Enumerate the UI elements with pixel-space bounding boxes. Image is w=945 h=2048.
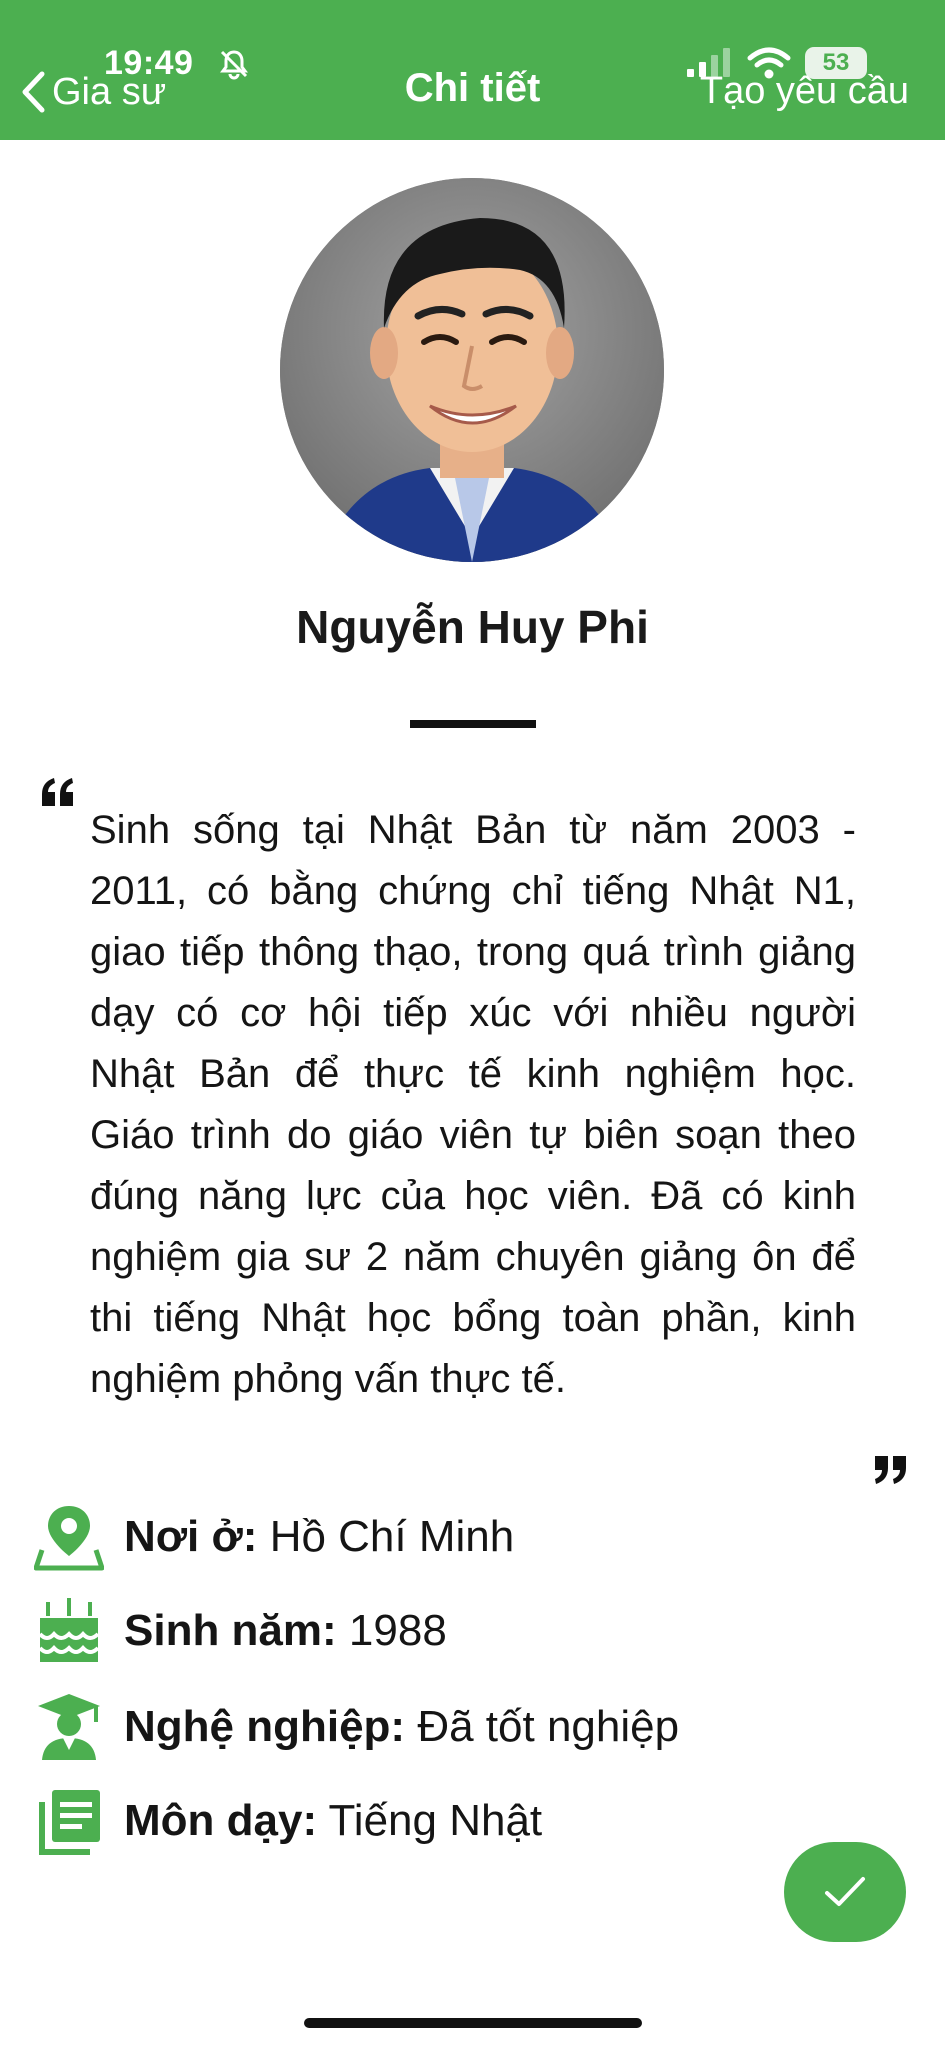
birthday-cake-icon [34, 1596, 104, 1666]
info-row-occupation [34, 1690, 834, 1764]
info-value: Tiếng Nhật [328, 1796, 543, 1845]
info-text [124, 1606, 447, 1656]
book-list-icon [34, 1786, 104, 1856]
back-label: Gia sư [52, 70, 167, 113]
info-value: Hồ Chí Minh [269, 1512, 515, 1561]
location-icon [34, 1502, 104, 1572]
info-row-subject [34, 1784, 834, 1858]
navigation-bar [0, 0, 945, 140]
info-label: Môn dạy: [124, 1796, 318, 1845]
info-text [124, 1796, 542, 1846]
info-label: Nơi ở: [124, 1512, 258, 1561]
create-request-button[interactable]: Tạo yêu cầu [699, 70, 909, 112]
checkmark-icon [823, 1874, 867, 1910]
page-title: Chi tiết [404, 66, 541, 110]
avatar [280, 178, 664, 562]
confirm-fab-button[interactable] [784, 1842, 906, 1942]
status-time: 19:49 [104, 44, 194, 82]
divider [410, 720, 536, 728]
info-text [124, 1702, 679, 1752]
tutor-bio: Sinh sống tại Nhật Bản từ năm 2003 - 2011, có bằng chứng chỉ tiếng Nhật N1, giao tiếp thông thạo, trong quá trình giảng dạy có cơ hội tiếp xúc với nhiều người Nhật Bản để thực tế kinh nghiệm học. Giáo trình do giáo viên tự biên soạn theo đúng năng lực của học viên. Đã có kinh nghiệm gia sư 2 năm chuyên giảng ôn để thi tiếng Nhật học bổng toàn phần, kinh nghiệm phỏng vấn thực tế. [90, 808, 856, 1401]
open-quote-icon [38, 776, 78, 810]
tutor-name: Nguyễn Huy Phi [296, 601, 649, 653]
info-label: Sinh năm: [124, 1606, 337, 1655]
info-value: Đã tốt nghiệp [417, 1702, 680, 1751]
info-label: Nghệ nghiệp: [124, 1702, 406, 1751]
info-row-location [34, 1500, 834, 1574]
graduate-icon [34, 1692, 104, 1762]
battery-indicator: 53 [805, 47, 867, 79]
avatar-image [280, 178, 664, 562]
info-value: 1988 [348, 1606, 447, 1655]
home-indicator[interactable] [304, 2018, 642, 2028]
info-row-birth-year [34, 1594, 834, 1668]
info-text [124, 1512, 514, 1562]
close-quote-icon [870, 1452, 910, 1486]
